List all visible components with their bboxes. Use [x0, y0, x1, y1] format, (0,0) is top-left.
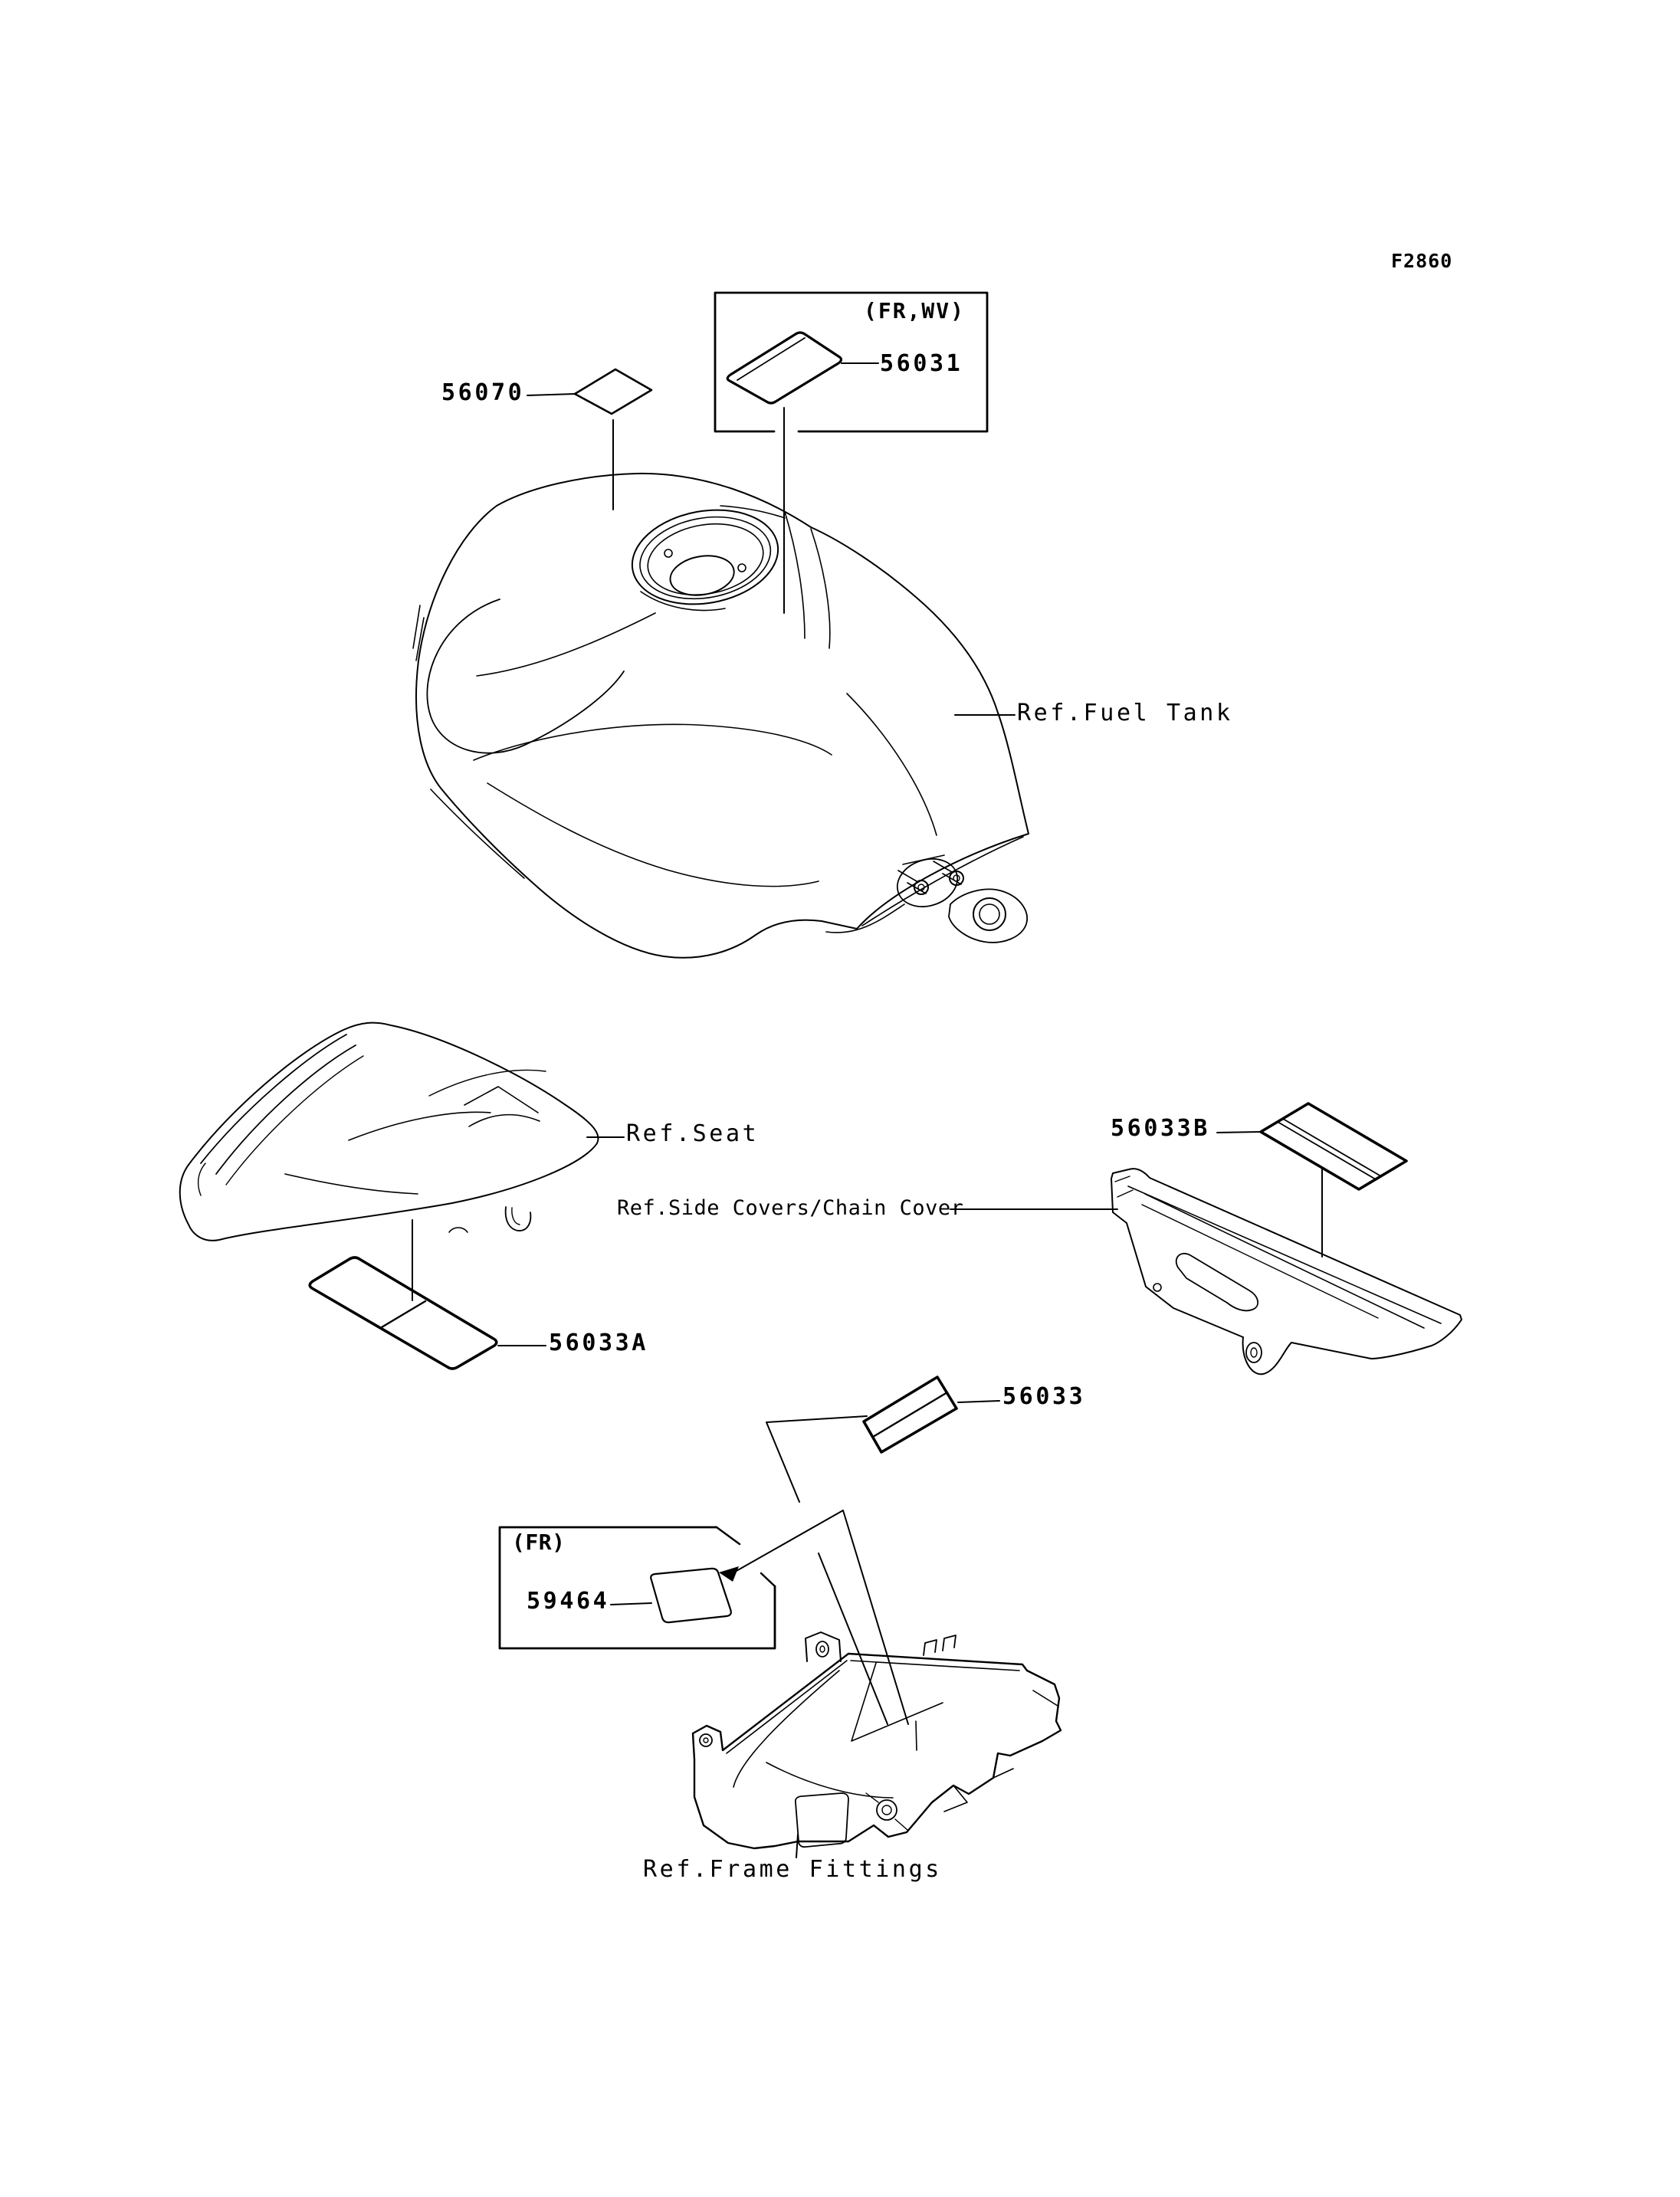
- decal-56031: [727, 333, 841, 403]
- figure-code: F2860: [1391, 250, 1453, 272]
- decal-56033b: [1261, 1103, 1406, 1189]
- fuel-cap: [625, 499, 786, 615]
- decal-59464: [651, 1569, 731, 1622]
- seat-drawing: [180, 1023, 599, 1241]
- ref-frame-fittings-label: Ref.Frame Fittings: [643, 1856, 942, 1883]
- tank-mount-recess: [891, 851, 964, 914]
- part-number-56033a: 56033A: [549, 1330, 648, 1356]
- ref-side-covers-label: Ref.Side Covers/Chain Cover: [617, 1196, 964, 1220]
- ref-seat-label: Ref.Seat: [626, 1120, 760, 1147]
- frame-fittings-drawing: [693, 1632, 1061, 1848]
- decal-56033a: [310, 1258, 497, 1369]
- ref-fuel-tank-label: Ref.Fuel Tank: [1017, 700, 1233, 726]
- part-number-56033: 56033: [1002, 1383, 1086, 1410]
- part-number-56070: 56070: [441, 379, 525, 406]
- variant-tag-fr-wv: (FR,WV): [864, 298, 966, 323]
- part-number-56031: 56031: [880, 350, 963, 377]
- leader-lines: [412, 363, 1322, 1858]
- part-number-56033b: 56033B: [1111, 1115, 1210, 1142]
- part-number-59464: 59464: [527, 1588, 610, 1615]
- decal-56033: [864, 1377, 956, 1452]
- decal-56070: [575, 369, 651, 414]
- tank-flange: [949, 889, 1027, 942]
- fuel-tank-drawing: [413, 474, 1029, 958]
- variant-tag-fr: (FR): [512, 1530, 566, 1555]
- chain-cover-drawing: [1111, 1169, 1462, 1374]
